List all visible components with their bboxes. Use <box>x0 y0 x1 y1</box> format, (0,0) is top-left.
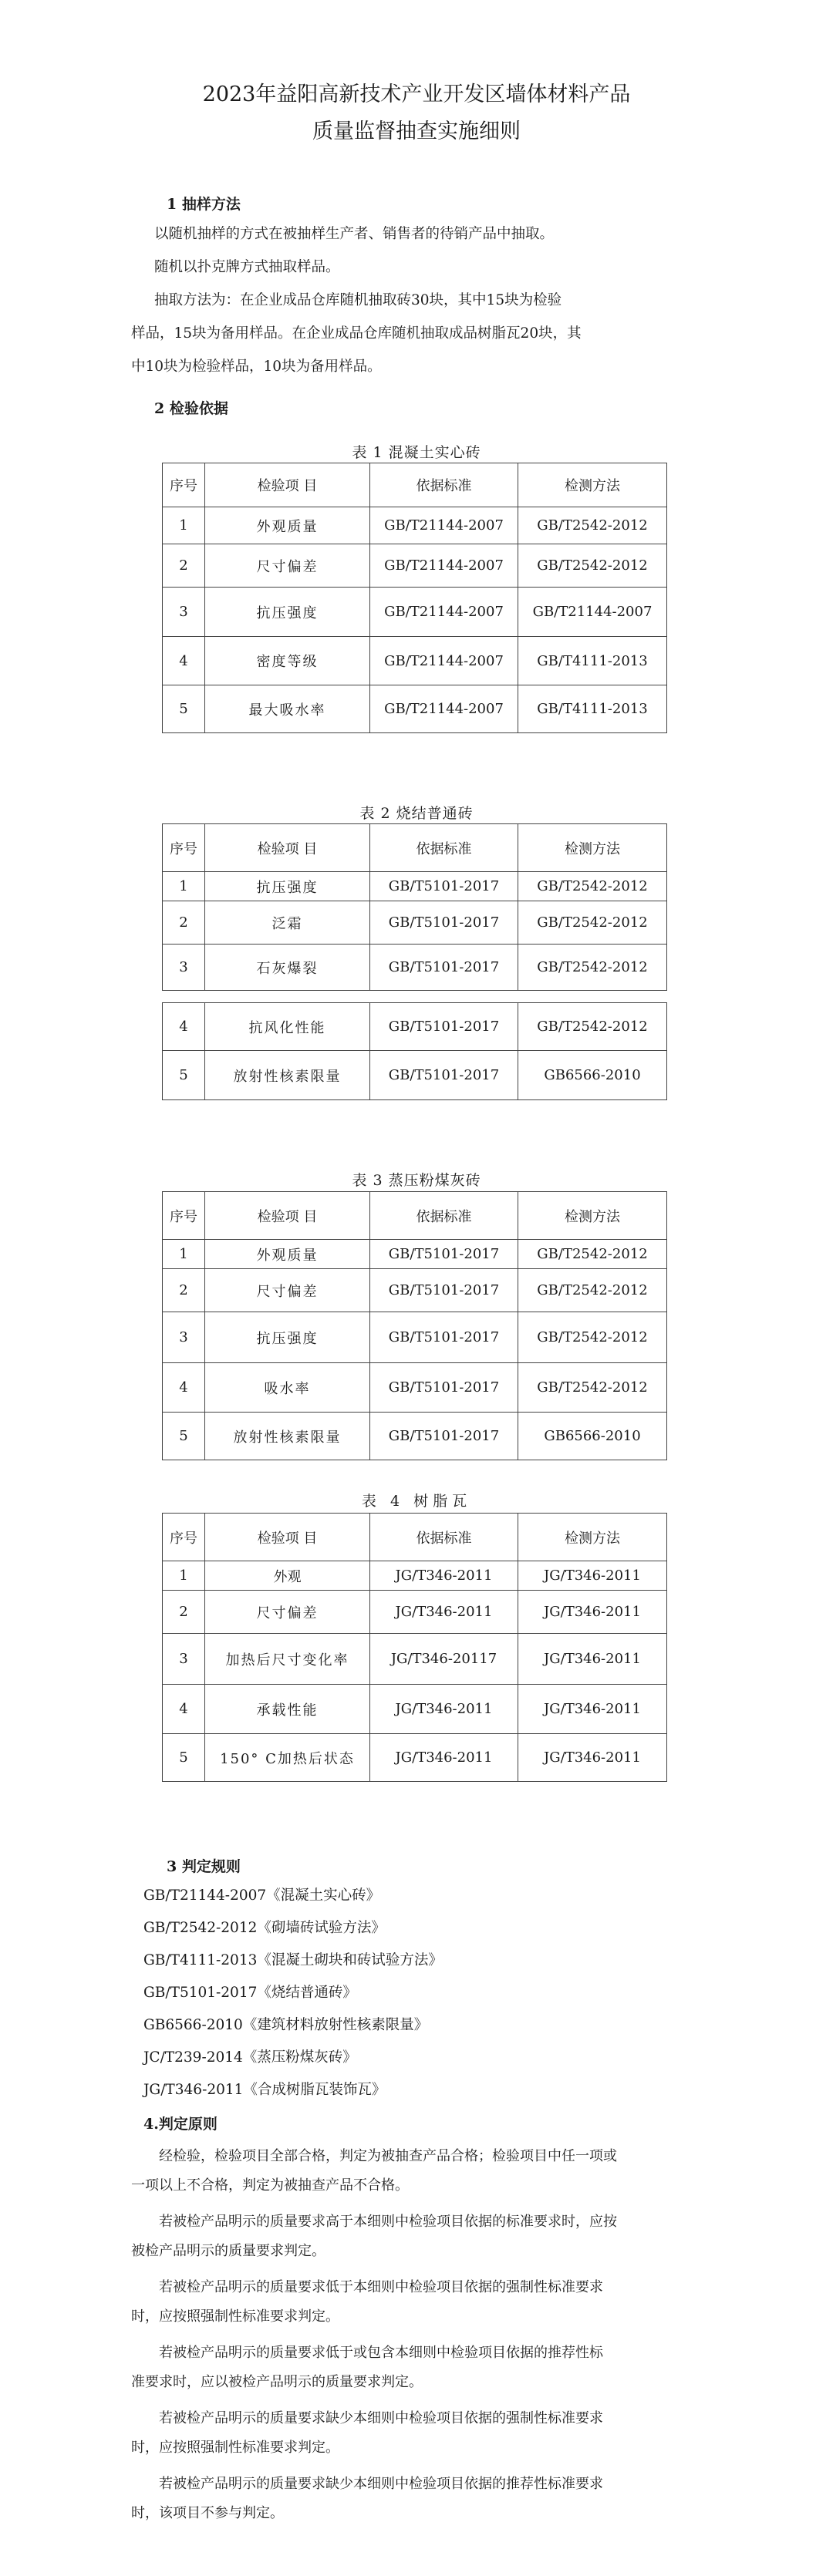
header-method: 检测方法 <box>518 463 667 507</box>
cell-method: GB/T2542-2012 <box>518 1269 667 1312</box>
cell-method: GB/T4111-2013 <box>518 685 667 733</box>
table-row <box>163 872 667 901</box>
cell-item: 外观质量 <box>205 1240 370 1269</box>
cell-std: GB/T5101-2017 <box>370 1003 518 1051</box>
sec1-paragraph-3-line2: 样品，15块为备用样品。在企业成品仓库随机抽取成品树脂瓦20块，其 <box>131 325 582 342</box>
cell-no: 5 <box>163 685 205 733</box>
cell-std: GB/T21144-2007 <box>370 685 518 733</box>
sec4-paragraph-1-line2: 一项以上不合格，判定为被抽查产品不合格。 <box>131 2177 409 2194</box>
cell-std: GB/T21144-2007 <box>370 637 518 685</box>
sec4-paragraph-6-line2: 时，该项目不参与判定。 <box>131 2505 284 2521</box>
table3 <box>162 1191 667 1460</box>
cell-no: 4 <box>163 1685 205 1734</box>
cell-method: GB6566-2010 <box>518 1051 667 1100</box>
table-row <box>163 1591 667 1634</box>
section3-heading: 3 判定规则 <box>167 1858 241 1875</box>
cell-no: 1 <box>163 1561 205 1591</box>
cell-item: 抗压强度 <box>205 1312 370 1363</box>
table1-caption: 表 1 混凝土实心砖 <box>352 444 481 461</box>
cell-no: 3 <box>163 945 205 991</box>
cell-item: 尺寸偏差 <box>205 1591 370 1634</box>
cell-item: 放射性核素限量 <box>205 1051 370 1100</box>
sec4-paragraph-4-line1: 若被检产品明示的质量要求低于或包含本细则中检验项目依据的推荐性标 <box>159 2345 603 2361</box>
table-row <box>163 1312 667 1363</box>
cell-std: GB/T21144-2007 <box>370 507 518 544</box>
cell-item: 石灰爆裂 <box>205 945 370 991</box>
sec4-paragraph-5-line2: 时，应按照强制性标准要求判定。 <box>131 2440 339 2456</box>
cell-no: 5 <box>163 1734 205 1782</box>
cell-item: 承载性能 <box>205 1685 370 1734</box>
cell-no: 5 <box>163 1051 205 1100</box>
cell-method: GB/T2542-2012 <box>518 901 667 945</box>
sec4-paragraph-4-line2: 准要求时，应以被检产品明示的质量要求判定。 <box>131 2374 423 2390</box>
table-row <box>163 588 667 637</box>
cell-method: JG/T346-2011 <box>518 1734 667 1782</box>
table-row <box>163 637 667 685</box>
std-reference: JC/T239-2014《蒸压粉煤灰砖》 <box>143 2049 357 2066</box>
cell-method: GB/T4111-2013 <box>518 637 667 685</box>
table-row <box>163 1734 667 1782</box>
cell-item: 外观质量 <box>205 507 370 544</box>
cell-method: GB/T2542-2012 <box>518 872 667 901</box>
header-no: 序号 <box>163 1192 205 1240</box>
header-item: 检验项 目 <box>205 463 370 507</box>
header-std: 依据标准 <box>370 463 518 507</box>
sec1-paragraph-3-line3: 中10块为检验样品，10块为备用样品。 <box>131 359 382 375</box>
cell-item: 抗压强度 <box>205 588 370 637</box>
cell-no: 3 <box>163 1634 205 1685</box>
cell-std: GB/T21144-2007 <box>370 588 518 637</box>
table-row <box>163 1413 667 1460</box>
cell-method: GB/T2542-2012 <box>518 1363 667 1413</box>
cell-item: 抗风化性能 <box>205 1003 370 1051</box>
table-row <box>163 901 667 945</box>
header-no: 序号 <box>163 1514 205 1561</box>
cell-std: GB/T21144-2007 <box>370 544 518 588</box>
cell-std: GB/T5101-2017 <box>370 1413 518 1460</box>
cell-std: GB/T5101-2017 <box>370 872 518 901</box>
table-row <box>163 1269 667 1312</box>
header-std: 依据标准 <box>370 1514 518 1561</box>
table2-continued <box>162 1002 667 1100</box>
cell-std: GB/T5101-2017 <box>370 1363 518 1413</box>
cell-no: 2 <box>163 901 205 945</box>
table-header-row <box>163 1192 667 1240</box>
cell-item: 密度等级 <box>205 637 370 685</box>
std-reference: GB/T4111-2013《混凝土砌块和砖试验方法》 <box>143 1952 443 1968</box>
cell-std: GB/T5101-2017 <box>370 1240 518 1269</box>
cell-std: JG/T346-2011 <box>370 1685 518 1734</box>
table-row <box>163 1561 667 1591</box>
page-title-line2: 质量监督抽查实施细则 <box>312 120 521 143</box>
sec4-paragraph-5-line1: 若被检产品明示的质量要求缺少本细则中检验项目依据的强制性标准要求 <box>159 2410 603 2426</box>
cell-method: GB/T2542-2012 <box>518 507 667 544</box>
table-row <box>163 544 667 588</box>
cell-method: JG/T346-2011 <box>518 1591 667 1634</box>
cell-no: 2 <box>163 1591 205 1634</box>
sec4-paragraph-2-line2: 被检产品明示的质量要求判定。 <box>131 2243 325 2259</box>
sec4-paragraph-6-line1: 若被检产品明示的质量要求缺少本细则中检验项目依据的推荐性标准要求 <box>159 2476 603 2492</box>
header-item: 检验项 目 <box>205 1514 370 1561</box>
cell-item: 外观 <box>205 1561 370 1591</box>
cell-std: JG/T346-2011 <box>370 1561 518 1591</box>
cell-item: 尺寸偏差 <box>205 1269 370 1312</box>
table-header-row <box>163 1514 667 1561</box>
std-reference: JG/T346-2011《合成树脂瓦装饰瓦》 <box>143 2082 386 2098</box>
cell-method: GB/T21144-2007 <box>518 588 667 637</box>
cell-method: GB/T2542-2012 <box>518 1240 667 1269</box>
cell-item: 尺寸偏差 <box>205 544 370 588</box>
cell-no: 4 <box>163 1363 205 1413</box>
cell-method: GB6566-2010 <box>518 1413 667 1460</box>
cell-method: GB/T2542-2012 <box>518 544 667 588</box>
header-no: 序号 <box>163 824 205 872</box>
table-row <box>163 1003 667 1051</box>
table-row <box>163 1051 667 1100</box>
cell-method: JG/T346-2011 <box>518 1561 667 1591</box>
cell-no: 3 <box>163 588 205 637</box>
cell-method: GB/T2542-2012 <box>518 1312 667 1363</box>
cell-no: 1 <box>163 1240 205 1269</box>
header-no: 序号 <box>163 463 205 507</box>
cell-std: JG/T346-2011 <box>370 1591 518 1634</box>
cell-std: GB/T5101-2017 <box>370 1312 518 1363</box>
std-reference: GB/T21144-2007《混凝土实心砖》 <box>143 1887 381 1904</box>
cell-no: 1 <box>163 872 205 901</box>
cell-no: 5 <box>163 1413 205 1460</box>
cell-item: 最大吸水率 <box>205 685 370 733</box>
table1 <box>162 463 667 733</box>
cell-item: 放射性核素限量 <box>205 1413 370 1460</box>
std-reference: GB/T2542-2012《砌墙砖试验方法》 <box>143 1920 386 1936</box>
sec1-paragraph-1: 以随机抽样的方式在被抽样生产者、销售者的待销产品中抽取。 <box>154 226 555 242</box>
table-row <box>163 1240 667 1269</box>
sec4-paragraph-2-line1: 若被检产品明示的质量要求高于本细则中检验项目依据的标准要求时，应按 <box>159 2214 617 2230</box>
cell-std: JG/T346-20117 <box>370 1634 518 1685</box>
section2-heading: 2 检验依据 <box>154 400 228 417</box>
header-method: 检测方法 <box>518 1192 667 1240</box>
cell-std: GB/T5101-2017 <box>370 1051 518 1100</box>
table-row <box>163 945 667 991</box>
section1-heading: 1 抽样方法 <box>167 196 241 213</box>
header-std: 依据标准 <box>370 824 518 872</box>
section4-heading: 4.判定原则 <box>143 2116 218 2133</box>
sec4-paragraph-1-line1: 经检验，检验项目全部合格，判定为被抽查产品合格；检验项目中任一项或 <box>159 2148 617 2164</box>
table3-caption: 表 3 蒸压粉煤灰砖 <box>352 1172 481 1189</box>
cell-no: 1 <box>163 507 205 544</box>
table-row <box>163 1634 667 1685</box>
cell-no: 2 <box>163 544 205 588</box>
table-header-row <box>163 824 667 872</box>
cell-std: GB/T5101-2017 <box>370 1269 518 1312</box>
cell-item: 泛霜 <box>205 901 370 945</box>
header-method: 检测方法 <box>518 1514 667 1561</box>
cell-method: GB/T2542-2012 <box>518 1003 667 1051</box>
table2 <box>162 823 667 991</box>
cell-no: 4 <box>163 637 205 685</box>
cell-item: 加热后尺寸变化率 <box>205 1634 370 1685</box>
cell-std: GB/T5101-2017 <box>370 901 518 945</box>
cell-std: GB/T5101-2017 <box>370 945 518 991</box>
cell-std: JG/T346-2011 <box>370 1734 518 1782</box>
page-title-line1: 2023年益阳高新技术产业开发区墙体材料产品 <box>202 82 631 106</box>
std-reference: GB/T5101-2017《烧结普通砖》 <box>143 1985 357 2001</box>
std-reference: GB6566-2010《建筑材料放射性核素限量》 <box>143 2017 429 2033</box>
sec4-paragraph-3-line2: 时，应按照强制性标准要求判定。 <box>131 2308 339 2325</box>
cell-no: 3 <box>163 1312 205 1363</box>
sec1-paragraph-3-line1: 抽取方法为：在企业成品仓库随机抽取砖30块，其中15块为检验 <box>154 292 562 308</box>
table4 <box>162 1513 667 1782</box>
table4-caption: 表 4 树脂瓦 <box>361 1493 472 1510</box>
cell-item: 吸水率 <box>205 1363 370 1413</box>
table-row <box>163 1363 667 1413</box>
sec1-paragraph-2: 随机以扑克牌方式抽取样品。 <box>154 259 340 275</box>
header-method: 检测方法 <box>518 824 667 872</box>
cell-no: 4 <box>163 1003 205 1051</box>
cell-method: JG/T346-2011 <box>518 1685 667 1734</box>
table-row <box>163 507 667 544</box>
header-std: 依据标准 <box>370 1192 518 1240</box>
sec4-paragraph-3-line1: 若被检产品明示的质量要求低于本细则中检验项目依据的强制性标准要求 <box>159 2279 603 2295</box>
cell-item: 抗压强度 <box>205 872 370 901</box>
header-item: 检验项 目 <box>205 824 370 872</box>
cell-item: 150° C加热后状态 <box>205 1734 370 1782</box>
table-row <box>163 685 667 733</box>
table2-caption: 表 2 烧结普通砖 <box>359 805 474 822</box>
table-row <box>163 1685 667 1734</box>
table-header-row <box>163 463 667 507</box>
cell-no: 2 <box>163 1269 205 1312</box>
cell-method: JG/T346-2011 <box>518 1634 667 1685</box>
header-item: 检验项 目 <box>205 1192 370 1240</box>
cell-method: GB/T2542-2012 <box>518 945 667 991</box>
